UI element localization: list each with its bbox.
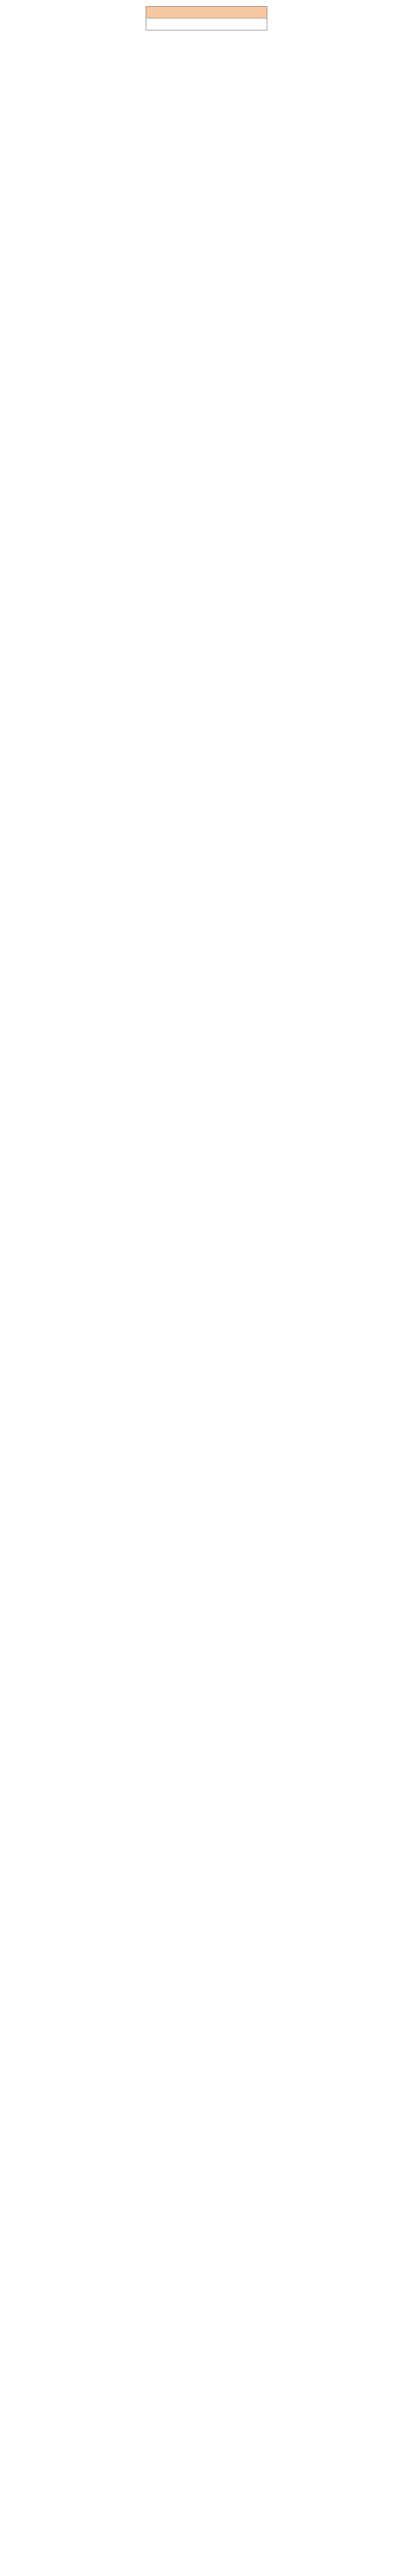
header-box xyxy=(146,6,267,30)
header-title xyxy=(146,7,267,19)
header-subtitle xyxy=(146,19,267,30)
